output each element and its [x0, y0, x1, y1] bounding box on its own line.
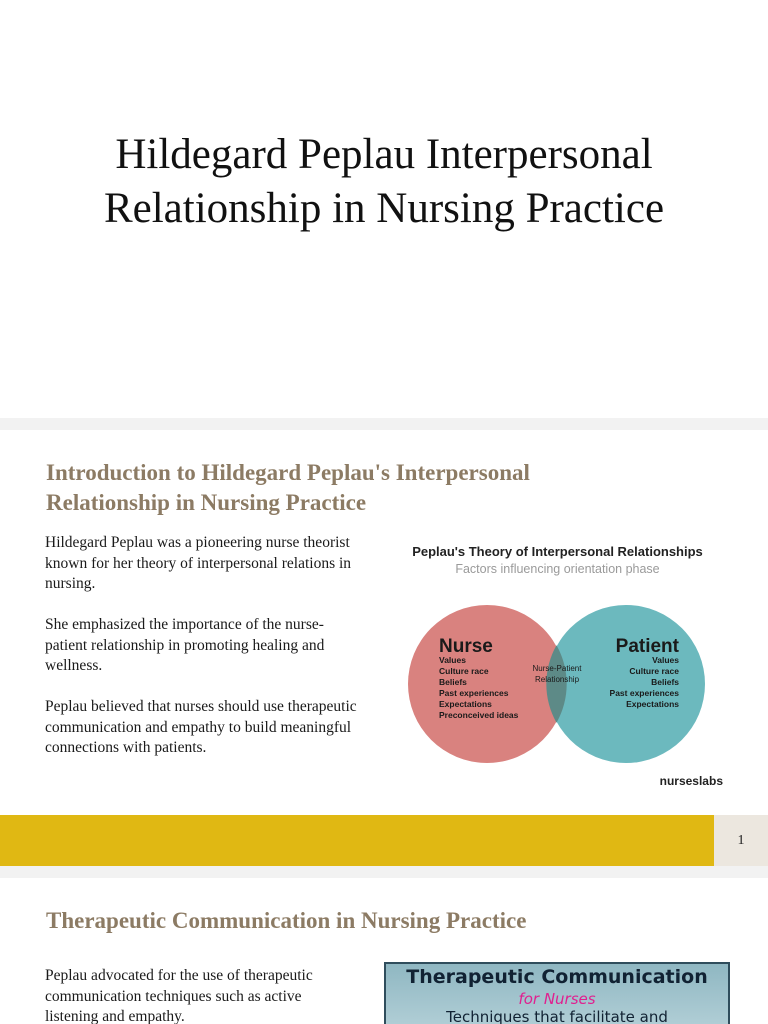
venn-diagram: [385, 530, 730, 798]
patient-circle: [547, 605, 705, 763]
title-slide: [0, 0, 768, 418]
heading-line-1: Introduction to Hildegard Peplau's Interpersonal: [46, 460, 530, 485]
image-subtitle: for Nurses: [518, 990, 596, 1008]
patient-item: Beliefs: [651, 677, 679, 687]
title-line-1: Hildegard Peplau Interpersonal: [115, 131, 653, 178]
nurse-item: Preconceived ideas: [439, 710, 519, 720]
intro-slide: [0, 430, 768, 866]
nurse-item: Expectations: [439, 699, 492, 709]
title-line-2: Relationship in Nursing Practice: [103, 185, 665, 232]
figure-title: Peplau's Theory of Interpersonal Relationships: [412, 544, 703, 559]
figure-subtitle: Factors influencing orientation phase: [455, 562, 660, 576]
intro-body: [45, 533, 365, 779]
slide-title: [0, 128, 768, 236]
nurseslabs-logo: nurseslabs: [659, 774, 723, 788]
communication-body: [45, 966, 355, 1024]
nurse-item: Culture race: [439, 666, 489, 676]
communication-slide: [0, 878, 768, 1024]
overlap-label: Nurse-Patient: [532, 664, 582, 673]
slide-heading: [46, 458, 646, 518]
patient-label: Patient: [615, 636, 679, 657]
overlap-label: Relationship: [534, 675, 580, 684]
paragraph: Peplau believed that nurses should use therapeutic communication and empathy to build meaningful connections with patients.: [45, 698, 357, 756]
patient-item: Values: [652, 655, 679, 665]
nurse-item: Beliefs: [439, 677, 467, 687]
paragraph: She emphasized the importance of the nurse-patient relationship in promoting healing and wellness.: [45, 616, 325, 674]
nurse-item: Values: [439, 655, 466, 665]
image-title: Therapeutic Communication: [406, 966, 708, 988]
patient-item: Past experiences: [609, 688, 679, 698]
slide-heading: Therapeutic Communication in Nursing Practice: [46, 908, 527, 933]
nurse-circle: [408, 605, 566, 763]
patient-item: Culture race: [629, 666, 679, 676]
patient-item: Expectations: [626, 699, 679, 709]
footer-bar: [0, 815, 714, 866]
page-number: 1: [714, 815, 768, 866]
therapeutic-communication-image: [384, 962, 730, 1024]
image-caption: Techniques that facilitate and: [446, 1008, 668, 1024]
nurse-label: Nurse: [439, 636, 493, 657]
venn-diagram-figure: [385, 530, 730, 798]
paragraph: Hildegard Peplau was a pioneering nurse theorist known for her theory of interpersonal relations in nursing.: [45, 534, 352, 592]
heading-line-2: Relationship in Nursing Practice: [46, 490, 367, 515]
nurse-item: Past experiences: [439, 688, 509, 698]
paragraph: Peplau advocated for the use of therapeutic communication techniques such as active listening and empathy.: [45, 967, 313, 1024]
